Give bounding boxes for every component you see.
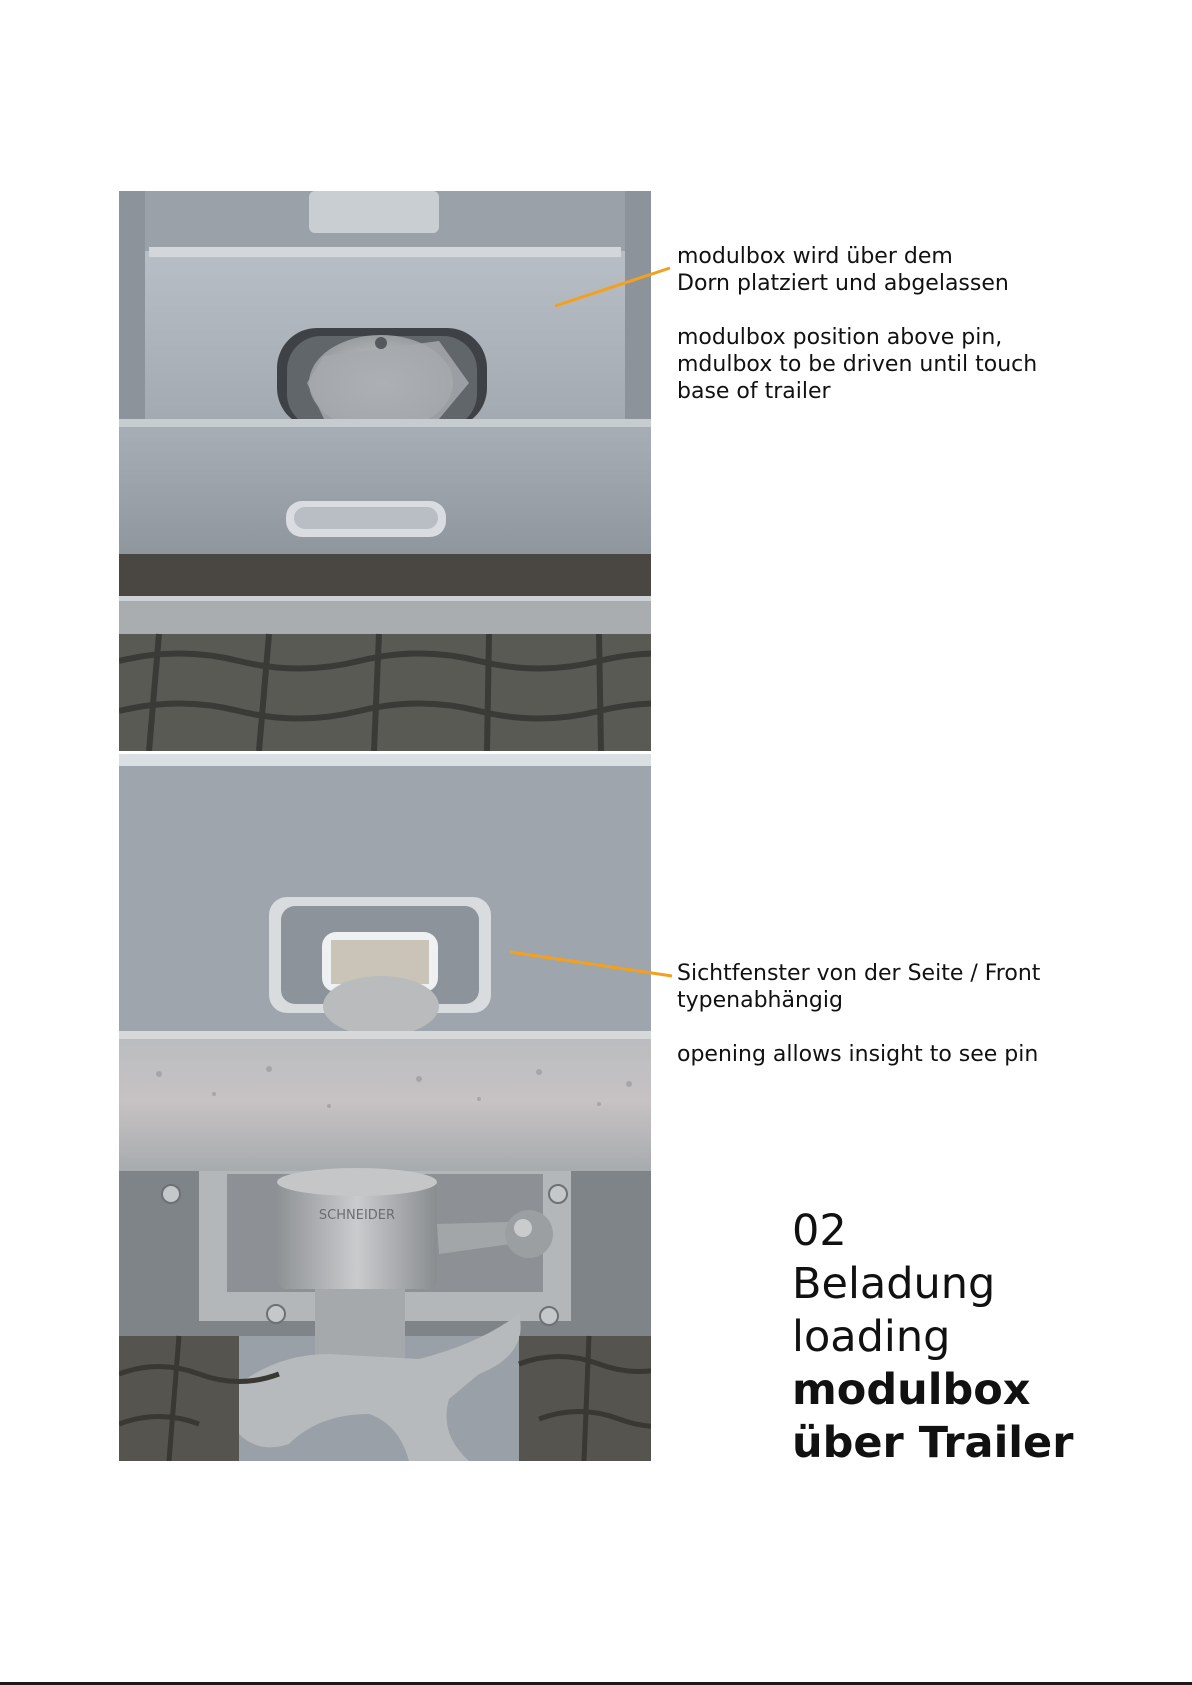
annotation-pin-placement (677, 243, 1037, 405)
annotation-line: modulbox position above pin, (677, 325, 1003, 350)
photo-stamp-text: SCHNEIDER (318, 1208, 396, 1223)
section-title (792, 1205, 1073, 1470)
annotation-line: opening allows insight to see pin (677, 1042, 1039, 1067)
photo-modulbox-above-pin (119, 191, 651, 751)
section-title-en: loading (792, 1312, 951, 1362)
section-title-de: Beladung (792, 1259, 996, 1309)
annotation-line: Sichtfenster von der Seite / Front (677, 961, 1041, 986)
section-title-bold-1: modulbox (792, 1365, 1031, 1415)
annotation-line: mdulbox to be driven until touch (677, 352, 1038, 377)
annotation-spacer (677, 1014, 1040, 1041)
annotation-line: typenabhängig (677, 988, 843, 1013)
annotation-spacer (677, 297, 1037, 324)
annotation-viewing-window (677, 960, 1040, 1068)
photo-side-viewing-window-image (119, 754, 651, 1461)
annotation-line: Dorn platziert und abgelassen (677, 271, 1009, 296)
annotation-line: base of trailer (677, 379, 831, 404)
annotation-line: modulbox wird über dem (677, 244, 953, 269)
section-title-bold-2: über Trailer (792, 1418, 1074, 1468)
section-number: 02 (792, 1206, 847, 1256)
photo-modulbox-above-pin-image (119, 191, 651, 751)
photo-side-viewing-window (119, 754, 651, 1461)
